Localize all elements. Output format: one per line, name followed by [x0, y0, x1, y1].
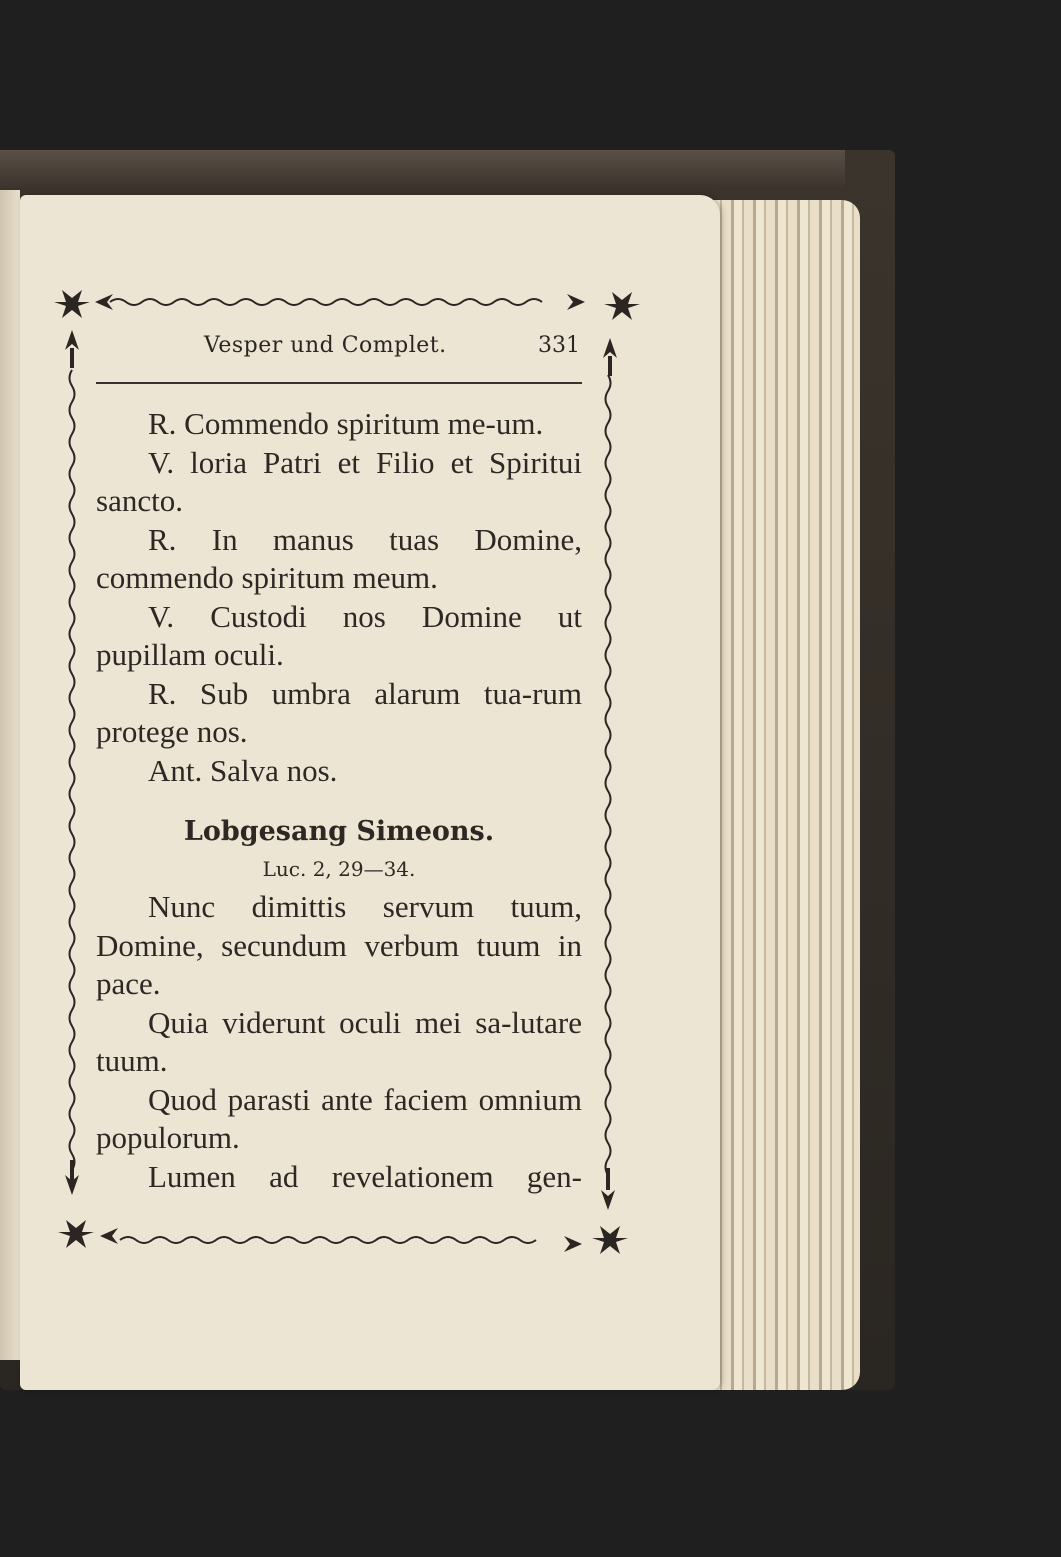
top-wavy-line — [110, 299, 542, 305]
canticle-verse: Nunc dimittis servum tuum, Domine, secundum verbum tuum in pace. — [96, 889, 582, 1001]
canticle-verse: Quia viderunt oculi mei sa-lutare tuum. — [96, 1004, 582, 1078]
right-wavy-line — [606, 375, 611, 1175]
page-number: 331 — [538, 333, 580, 358]
section-title: Lobgesang Simeons. — [183, 816, 495, 847]
bottom-wavy-line — [120, 1237, 536, 1243]
paragraph: V. Custodi nos Domine ut pupillam oculi. — [96, 598, 582, 672]
paragraph: Ant. Salva nos. — [148, 752, 338, 788]
paragraph: R. Sub umbra alarum tua-rum protege nos. — [96, 675, 582, 749]
page-body — [96, 405, 582, 1196]
left-wavy-line — [70, 370, 75, 1170]
paragraph: V. loria Patri et Filio et Spiritui sancto. — [96, 444, 582, 518]
canticle-verse: Lumen ad revelationem gen- — [148, 1158, 582, 1194]
canticle-verse: Quod parasti ante faciem omnium populorum. — [96, 1081, 582, 1155]
scripture-reference: Luc. 2, 29—34. — [262, 857, 416, 881]
running-header — [96, 333, 586, 373]
running-header-title: Vesper und Complet. — [204, 333, 447, 358]
paragraph: R. Commendo spiritum me-um. — [148, 406, 544, 441]
header-rule — [96, 382, 582, 384]
paragraph: R. In manus tuas Domine, commendo spiritum meum. — [96, 521, 582, 595]
